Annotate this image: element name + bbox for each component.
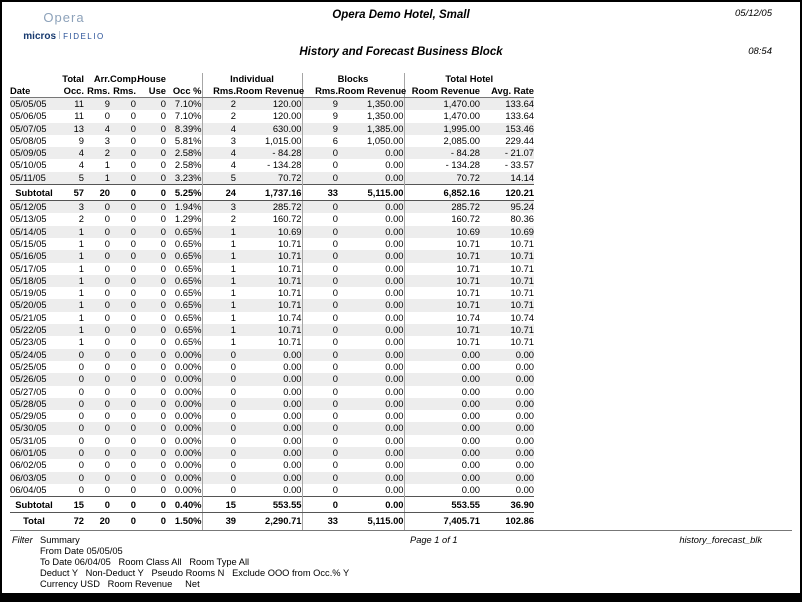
logo-divider (59, 31, 60, 39)
table-row: 05/11/05 5 1 0 0 3.23% 5 70.72 0 0.00 70.72 14.14 (10, 171, 535, 183)
col-header-total: Total (62, 73, 84, 84)
table-row: 05/21/05 1 0 0 0 0.65% 1 10.74 0 0.00 10.74 10.74 (10, 311, 535, 323)
table-row: 05/10/05 4 1 0 0 2.58% 4 - 134.28 0 0.00 - 134.28 - 33.57 (10, 159, 535, 171)
table-row: 05/13/05 2 0 0 0 1.29% 2 160.72 0 0.00 160.72 80.36 (10, 213, 535, 225)
filter-line: Deduct Y Non-Deduct Y Pseudo Rooms N Exclude OOO from Occ.% Y (40, 568, 350, 578)
subtotal-row: Subtotal 15 0 0 0 0.40% 15 553.55 0 0.00 553.55 36.90 (10, 497, 534, 513)
table-row: 05/07/05 13 4 0 0 8.39% 4 630.00 9 1,385.00 1,995.00 153.46 (10, 122, 535, 134)
table-row: 05/08/05 9 3 0 0 5.81% 3 1,015.00 6 1,050.00 2,085.00 229.44 (10, 134, 535, 146)
table-row: 05/27/05 0 0 0 0 0.00% 0 0.00 0 0.00 0.00 0.00 (10, 385, 535, 397)
table-row: 05/16/05 1 0 0 0 0.65% 1 10.71 0 0.00 10.71 10.71 (10, 250, 535, 262)
table-row: 05/05/05 11 9 0 0 7.10% 2 120.00 9 1,350.00 1,470.00 133.64 (10, 98, 535, 109)
table-row: 05/06/05 11 0 0 0 7.10% 2 120.00 9 1,350.00 1,470.00 133.64 (10, 110, 535, 122)
table-row: 05/14/05 1 0 0 0 0.65% 1 10.69 0 0.00 10.69 10.69 (10, 225, 535, 237)
footer-divider (10, 530, 792, 531)
micros-fidelio-wordmark (16, 26, 112, 44)
total-row: Total 72 20 0 0 1.50% 39 2,290.71 33 5,115.00 7,405.71 102.86 (10, 513, 534, 531)
col-header-house: House (137, 73, 166, 84)
report-file-name: history_forecast_blk (679, 535, 762, 545)
table-row: 05/17/05 1 0 0 0 0.65% 1 10.71 0 0.00 10.71 10.71 (10, 262, 535, 274)
table-row: 05/12/05 3 0 0 0 1.94% 3 285.72 0 0.00 285.72 95.24 (10, 201, 535, 213)
table-row: 05/31/05 0 0 0 0 0.00% 0 0.00 0 0.00 0.00 0.00 (10, 434, 535, 446)
fidelio-wordmark: FIDELIO (63, 32, 105, 41)
table-row: 05/22/05 1 0 0 0 0.65% 1 10.71 0 0.00 10.71 10.71 (10, 324, 535, 336)
group-header-total-hotel: Total Hotel (404, 73, 534, 85)
micros-wordmark: micros (23, 31, 57, 42)
filter-label: Filter (12, 535, 33, 545)
history-forecast-table (10, 73, 534, 531)
table-group-header-row (10, 73, 534, 85)
report-date: 05/12/05 (735, 8, 772, 19)
col-header-comp: Comp. (110, 73, 140, 84)
table-row: 05/26/05 0 0 0 0 0.00% 0 0.00 0 0.00 0.00 0.00 (10, 373, 535, 385)
group-header-blocks: Blocks (302, 73, 404, 85)
col-header-blocks-revenue: Room Revenue (338, 85, 407, 96)
col-header-occ: Occ. (58, 85, 84, 98)
subtotal-row: Subtotal 57 20 0 0 5.25% 24 1,737.16 33 5,115.00 6,852.16 120.21 (10, 185, 534, 201)
filter-line: From Date 05/05/05 (40, 546, 123, 556)
filter-line: Currency USD Room Revenue Net (40, 579, 200, 589)
report-time: 08:54 (748, 46, 772, 57)
col-header-comp-rms: Rms. (110, 85, 136, 98)
table-row: 05/20/05 1 0 0 0 0.65% 1 10.71 0 0.00 10.71 10.71 (10, 299, 535, 311)
table-row: 06/02/05 0 0 0 0 0.00% 0 0.00 0 0.00 0.00 0.00 (10, 459, 535, 471)
col-header-individual-rms: Rms. (202, 85, 236, 98)
col-header-individual-revenue: Room Revenue (236, 85, 305, 96)
table-row: 05/28/05 0 0 0 0 0.00% 0 0.00 0 0.00 0.00 0.00 (10, 397, 535, 409)
col-header-date: Date (10, 85, 58, 98)
col-header-house-use: Use (136, 85, 166, 98)
table-row: 05/23/05 1 0 0 0 0.65% 1 10.71 0 0.00 10.71 10.71 (10, 336, 535, 348)
table-row: 05/19/05 1 0 0 0 0.65% 1 10.71 0 0.00 10.71 10.71 (10, 287, 535, 299)
col-header-occ-pct: Occ % (166, 85, 202, 98)
table-row: 05/29/05 0 0 0 0 0.00% 0 0.00 0 0.00 0.00 0.00 (10, 410, 535, 422)
table-row: 05/15/05 1 0 0 0 0.65% 1 10.71 0 0.00 10.71 10.71 (10, 237, 535, 249)
table-row: 05/18/05 1 0 0 0 0.65% 1 10.71 0 0.00 10.71 10.71 (10, 274, 535, 286)
page-number: Page 1 of 1 (410, 535, 458, 545)
table-row: 05/30/05 0 0 0 0 0.00% 0 0.00 0 0.00 0.00 0.00 (10, 422, 535, 434)
col-header-blocks-rms: Rms. (302, 85, 338, 98)
group-header-individual: Individual (202, 73, 302, 85)
report-table-body (10, 98, 534, 531)
table-row: 05/25/05 0 0 0 0 0.00% 0 0.00 0 0.00 0.00 0.00 (10, 360, 535, 372)
table-row: 05/24/05 0 0 0 0 0.00% 0 0.00 0 0.00 0.00 0.00 (10, 348, 535, 360)
hotel-title: Opera Demo Hotel, Small (332, 9, 470, 21)
table-row: 05/09/05 4 2 0 0 2.58% 4 - 84.28 0 0.00 - 84.28 - 21.07 (10, 147, 535, 159)
table-header-row (10, 85, 534, 98)
table-row: 06/03/05 0 0 0 0 0.00% 0 0.00 0 0.00 0.00 0.00 (10, 471, 535, 483)
col-header-avg-rate: Avg. Rate (480, 85, 534, 98)
filter-line: Summary (40, 535, 80, 545)
col-header-arr-rms: Rms. (84, 85, 110, 98)
table-row: 06/04/05 0 0 0 0 0.00% 0 0.00 0 0.00 0.00 0.00 (10, 483, 535, 495)
opera-logo-text: Opera (43, 10, 85, 25)
filter-line: To Date 06/04/05 Room Class All Room Type All (40, 557, 250, 567)
table-row: 06/01/05 0 0 0 0 0.00% 0 0.00 0 0.00 0.00 0.00 (10, 447, 535, 459)
col-header-arr: Arr. (93, 73, 110, 84)
col-header-total-hotel-revenue: Room Revenue (404, 85, 480, 98)
page-title: History and Forecast Business Block (299, 46, 503, 58)
filter-lines (40, 535, 460, 590)
